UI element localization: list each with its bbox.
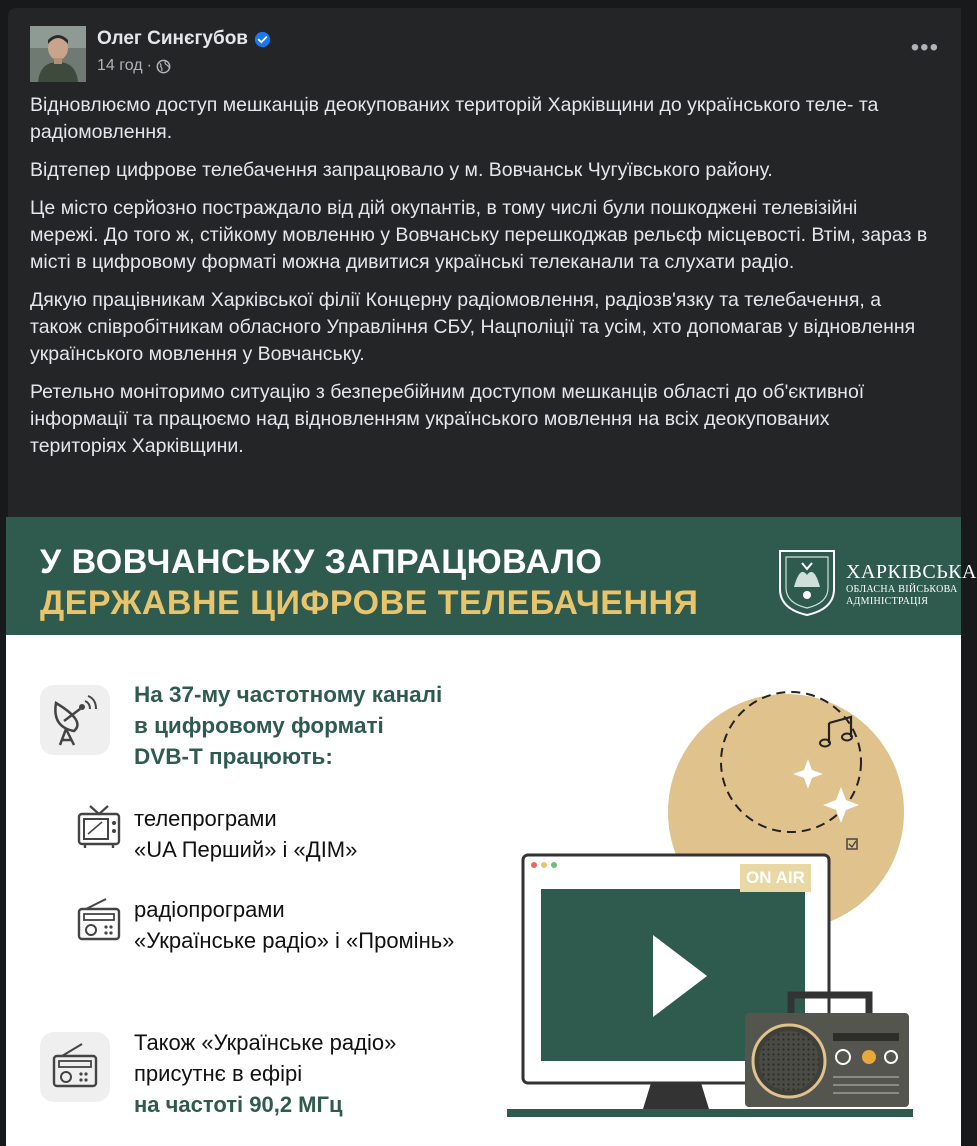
heading-line: На 37-му частотному каналі (134, 682, 443, 707)
radio-icon-box (40, 1032, 110, 1102)
post-card (8, 8, 977, 1146)
extra-line: Також «Українське радіо» (134, 1030, 397, 1055)
infographic-banner (6, 517, 977, 635)
post-text (30, 92, 930, 471)
banner-title-line2: ДЕРЖАВНЕ ЦИФРОВЕ ТЕЛЕБАЧЕННЯ (40, 584, 699, 622)
post-paragraph: Дякую працівникам Харківської філії Концерну радіомовлення, радіозв'язку та телебачення, а також співробітникам обласного Управління СБУ, Нацполіції та усім, хто допомагав у відновлення українського мовлення у Вовчанську. (30, 289, 916, 365)
org-name-line1: ХАРКІВСЬКА (846, 561, 977, 583)
post-paragraph: Відновлюємо доступ мешканців деокупованих територій Харківщини до українського теле- та радіомовлення. (30, 94, 879, 143)
extra-line: присутнє в ефірі (134, 1061, 303, 1086)
radio-icon (76, 897, 122, 943)
radio-icon (40, 1032, 110, 1102)
frequency-value: на частоті 90,2 МГц (134, 1092, 343, 1117)
tv-programs (134, 803, 357, 865)
author-name[interactable]: Олег Синєгубов (97, 28, 248, 49)
post-paragraph: Ретельно моніторимо ситуацію з безперебійним доступом мешканців області до об'єктивної інформації та працюємо над відновленням українського мовлення на всіх деокупованих територіях Харківщини. (30, 381, 865, 457)
org-name-line3: АДМІНІСТРАЦІЯ (846, 596, 929, 607)
author-avatar[interactable] (30, 26, 86, 82)
tv-icon (76, 802, 122, 850)
post-paragraph: Це місто серйозно постраждало від дій окупантів, в тому числі були пошкоджені телевізійні мережі. До того ж, стійкому мовленню у Вовчанську перешкоджав рельєф місцевості. Втім, зараз в місті в цифровому форматі можна дивитися українські телеканали та слухати радіо. (30, 197, 928, 273)
author-name-row (97, 28, 271, 50)
globe-icon (156, 59, 171, 74)
org-name (846, 561, 977, 608)
post-time[interactable]: 14 год (97, 57, 143, 74)
radio-programs (134, 894, 454, 956)
post-image[interactable] (6, 517, 977, 1146)
extra-frequency (134, 1027, 396, 1120)
more-options-button[interactable]: ••• (910, 34, 939, 61)
meta-separator: · (146, 57, 152, 74)
post-meta (97, 57, 171, 75)
radio-line: «Українське радіо» і «Промінь» (134, 928, 455, 953)
oblast-emblem-icon (776, 545, 838, 617)
heading-line: DVB-T працюють: (134, 744, 333, 769)
on-air-badge: ON AIR (740, 864, 811, 892)
tv-line: телепрограми (134, 806, 277, 831)
heading-line: в цифровому форматі (134, 713, 384, 738)
satellite-icon-box (40, 685, 110, 755)
tv-radio-illustration (501, 677, 921, 1137)
tv-line: «UA Перший» і «ДІМ» (134, 837, 358, 862)
post-paragraph: Відтепер цифрове телебачення запрацювало у м. Вовчанськ Чугуївського району. (30, 159, 773, 181)
banner-title-line1: У ВОВЧАНСЬКУ ЗАПРАЦЮВАЛО (40, 543, 603, 581)
org-name-line2: ОБЛАСНА ВІЙСЬКОВА (846, 584, 958, 595)
satellite-dish-icon (40, 685, 110, 755)
verified-badge-icon (254, 31, 271, 48)
post-header (8, 8, 961, 98)
radio-line: радіопрограми (134, 897, 285, 922)
channel-heading (134, 679, 442, 772)
